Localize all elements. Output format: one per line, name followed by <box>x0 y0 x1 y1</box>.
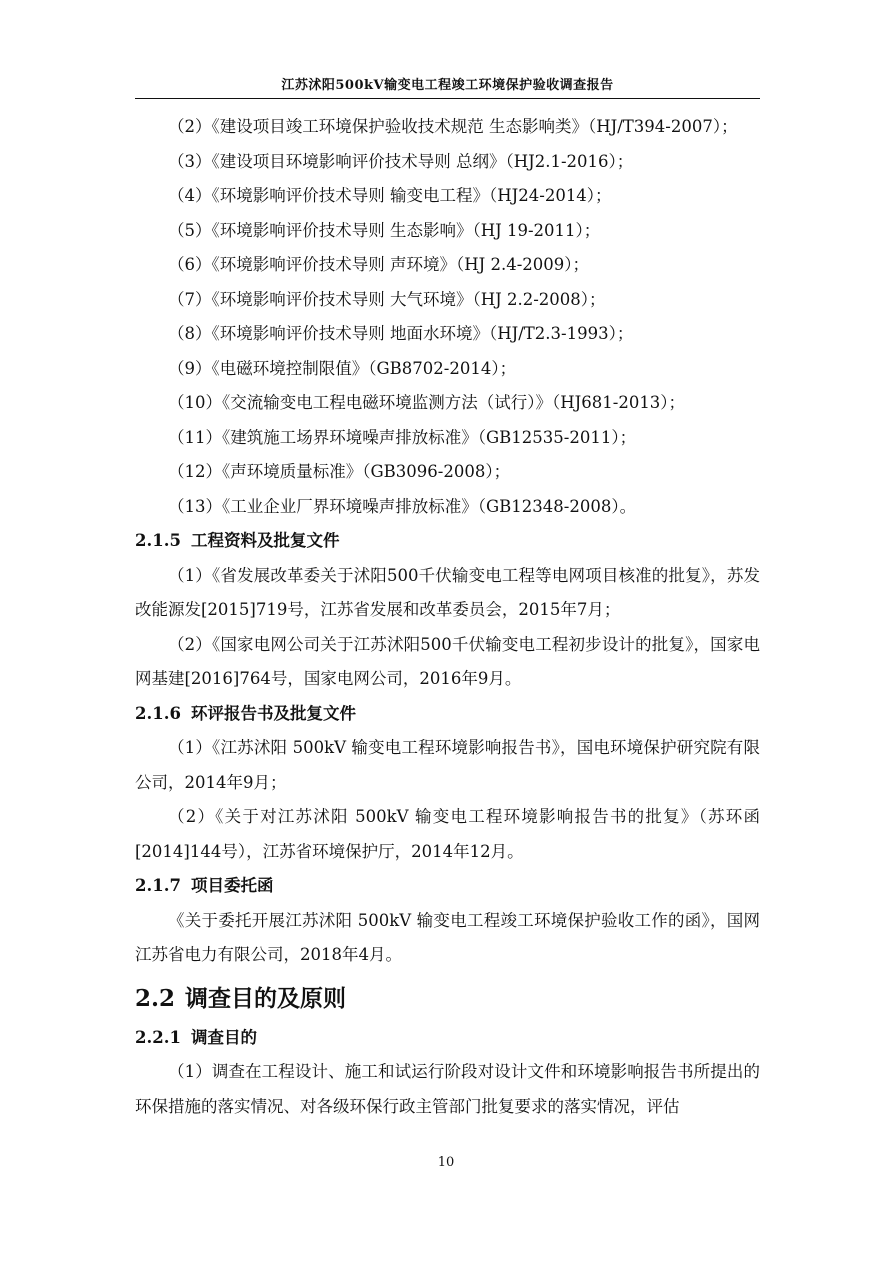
paragraph: 《关于委托开展江苏沭阳 500kV 输变电工程竣工环境保护验收工作的函》，国网江苏省电力有限公司，2018年4月。 <box>135 910 760 964</box>
reference-item: （6）《环境影响评价技术导则 声环境》（HJ 2.4-2009）； <box>168 255 590 274</box>
paragraph: （2）《关于对江苏沭阳 500kV 输变电工程环境影响报告书的批复》（苏环函[2014]144号），江苏省环境保护厅，2014年12月。 <box>135 807 760 861</box>
section-heading-2-2-1 <box>135 1021 760 1056</box>
section-number: 2.2.1 <box>135 1027 181 1047</box>
section-heading-2-2 <box>135 977 760 1021</box>
paragraph: （1）调查在工程设计、施工和试运行阶段对设计文件和环境影响报告书所提出的环保措施的落实情况、对各级环保行政主管部门批复要求的落实情况，评估 <box>135 1062 760 1116</box>
section-heading-2-1-7 <box>135 869 760 904</box>
section-number: 2.2 <box>135 984 176 1012</box>
paragraph: （1）《江苏沭阳 500kV 输变电工程环境影响报告书》，国电环境保护研究院有限公司，2014年9月； <box>135 738 760 792</box>
section-number: 2.1.6 <box>135 703 181 723</box>
section-title: 项目委托函 <box>190 876 274 895</box>
reference-item: （13）《工业企业厂界环境噪声排放标准》（GB12348-2008）。 <box>168 496 637 516</box>
reference-item: （10）《交流输变电工程电磁环境监测方法（试行）》（HJ681-2013）； <box>168 393 686 412</box>
header-rule <box>135 98 760 99</box>
reference-list <box>135 110 760 524</box>
page-number: 10 <box>437 1155 455 1170</box>
reference-item: （3）《建设项目环境影响评价技术导则 总纲》（HJ2.1-2016）； <box>168 151 634 171</box>
reference-item: （9）《电磁环境控制限值》（GB8702-2014）； <box>168 358 517 378</box>
reference-item: （7）《环境影响评价技术导则 大气环境》（HJ 2.2-2008）； <box>168 289 606 309</box>
reference-item: （4）《环境影响评价技术导则 输变电工程》（HJ24-2014）； <box>168 186 612 205</box>
section-number: 2.1.7 <box>135 876 181 895</box>
reference-item: （5）《环境影响评价技术导则 生态影响》（HJ 19-2011）； <box>168 220 601 240</box>
reference-item: （12）《声环境质量标准》（GB3096-2008）； <box>168 462 511 481</box>
section-title: 调查目的 <box>190 1027 257 1047</box>
paragraph: （1）《省发展改革委关于沭阳500千伏输变电工程等电网项目核准的批复》，苏发改能源发[2015]719号，江苏省发展和改革委员会，2015年7月； <box>135 565 760 619</box>
section-title: 环评报告书及批复文件 <box>190 703 356 723</box>
running-header: 江苏沭阳500kV输变电工程竣工环境保护验收调查报告 <box>281 78 614 93</box>
section-heading-2-1-5 <box>135 524 760 559</box>
body-text <box>135 110 760 1124</box>
reference-item: （2）《建设项目竣工环境保护验收技术规范 生态影响类》（HJ/T394-2007）； <box>168 117 738 136</box>
reference-item: （11）《建筑施工场界环境噪声排放标准》（GB12535-2011）； <box>168 427 637 447</box>
reference-item: （8）《环境影响评价技术导则 地面水环境》（HJ/T2.3-1993）； <box>168 324 634 343</box>
section-title: 调查目的及原则 <box>185 984 347 1012</box>
section-heading-2-1-6 <box>135 697 760 732</box>
paragraph: （2）《国家电网公司关于江苏沭阳500千伏输变电工程初步设计的批复》，国家电网基建[2016]764号，国家电网公司，2016年9月。 <box>135 634 760 688</box>
section-title: 工程资料及批复文件 <box>190 531 340 550</box>
section-number: 2.1.5 <box>135 531 181 550</box>
